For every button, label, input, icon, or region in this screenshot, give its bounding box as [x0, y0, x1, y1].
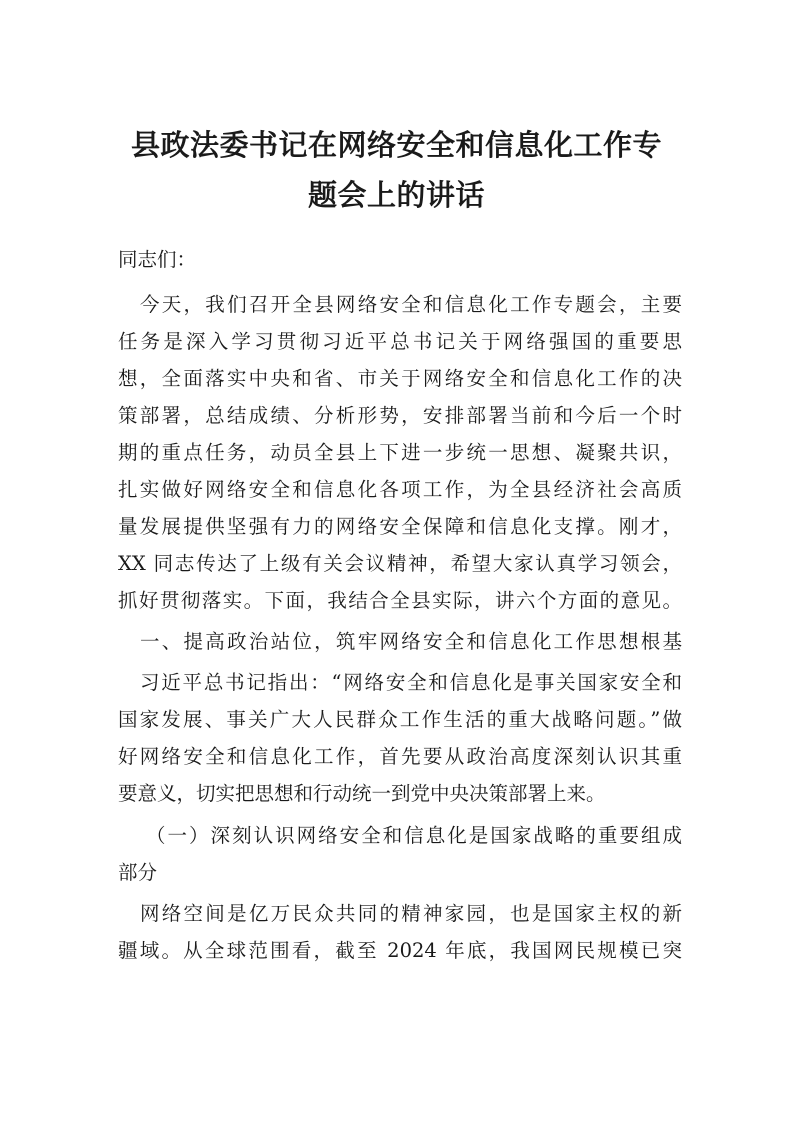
paragraph-line: 习近平总书记指出：“网络安全和信息化是事关国家安全和	[140, 671, 682, 694]
paragraph-line: 扎实做好网络安全和信息化各项工作，为全县经济社会高质	[118, 478, 682, 501]
paragraph-line: 策部署，总结成绩、分析形势，安排部署当前和今后一个时	[118, 404, 682, 427]
paragraph-line: 今天，我们召开全县网络安全和信息化工作专题会，主要	[140, 293, 682, 316]
document-title-line-1: 县政法委书记在网络安全和信息化工作专	[130, 128, 662, 162]
paragraph-line: 要意义，切实把思想和行动统一到党中央决策部署上来。	[118, 782, 606, 805]
paragraph-line: 网络空间是亿万民众共同的精神家园，也是国家主权的新	[140, 902, 682, 925]
paragraph-line: 量发展提供坚强有力的网络安全保障和信息化支撑。刚才，	[118, 515, 682, 538]
paragraph-line: 抓好贯彻落实。下面，我结合全县实际，讲六个方面的意见。	[118, 589, 682, 612]
section-heading: 一、提高政治站位，筑牢网络安全和信息化工作思想根基	[140, 630, 682, 653]
paragraph-line: 好网络安全和信息化工作，首先要从政治高度深刻认识其重	[118, 745, 682, 768]
subsection-heading: （一）深刻认识网络安全和信息化是国家战略的重要组成	[146, 824, 682, 847]
document-title-line-2: 题会上的讲话	[307, 178, 485, 212]
subsection-heading-continued: 部分	[118, 861, 158, 884]
paragraph-line: 国家发展、事关广大人民群众工作生活的重大战略问题。”做	[118, 708, 682, 731]
paragraph-line: XX 同志传达了上级有关会议精神，希望大家认真学习领会，	[118, 552, 682, 575]
salutation: 同志们：	[118, 248, 197, 271]
paragraph-line: 想，全面落实中央和省、市关于网络安全和信息化工作的决	[118, 367, 682, 390]
paragraph-line: 任务是深入学习贯彻习近平总书记关于网络强国的重要思	[118, 330, 682, 353]
paragraph-line: 期的重点任务，动员全县上下进一步统一思想、凝聚共识，	[118, 441, 682, 464]
paragraph-line: 疆域。从全球范围看，截至 2024 年底，我国网民规模已突	[118, 939, 682, 962]
